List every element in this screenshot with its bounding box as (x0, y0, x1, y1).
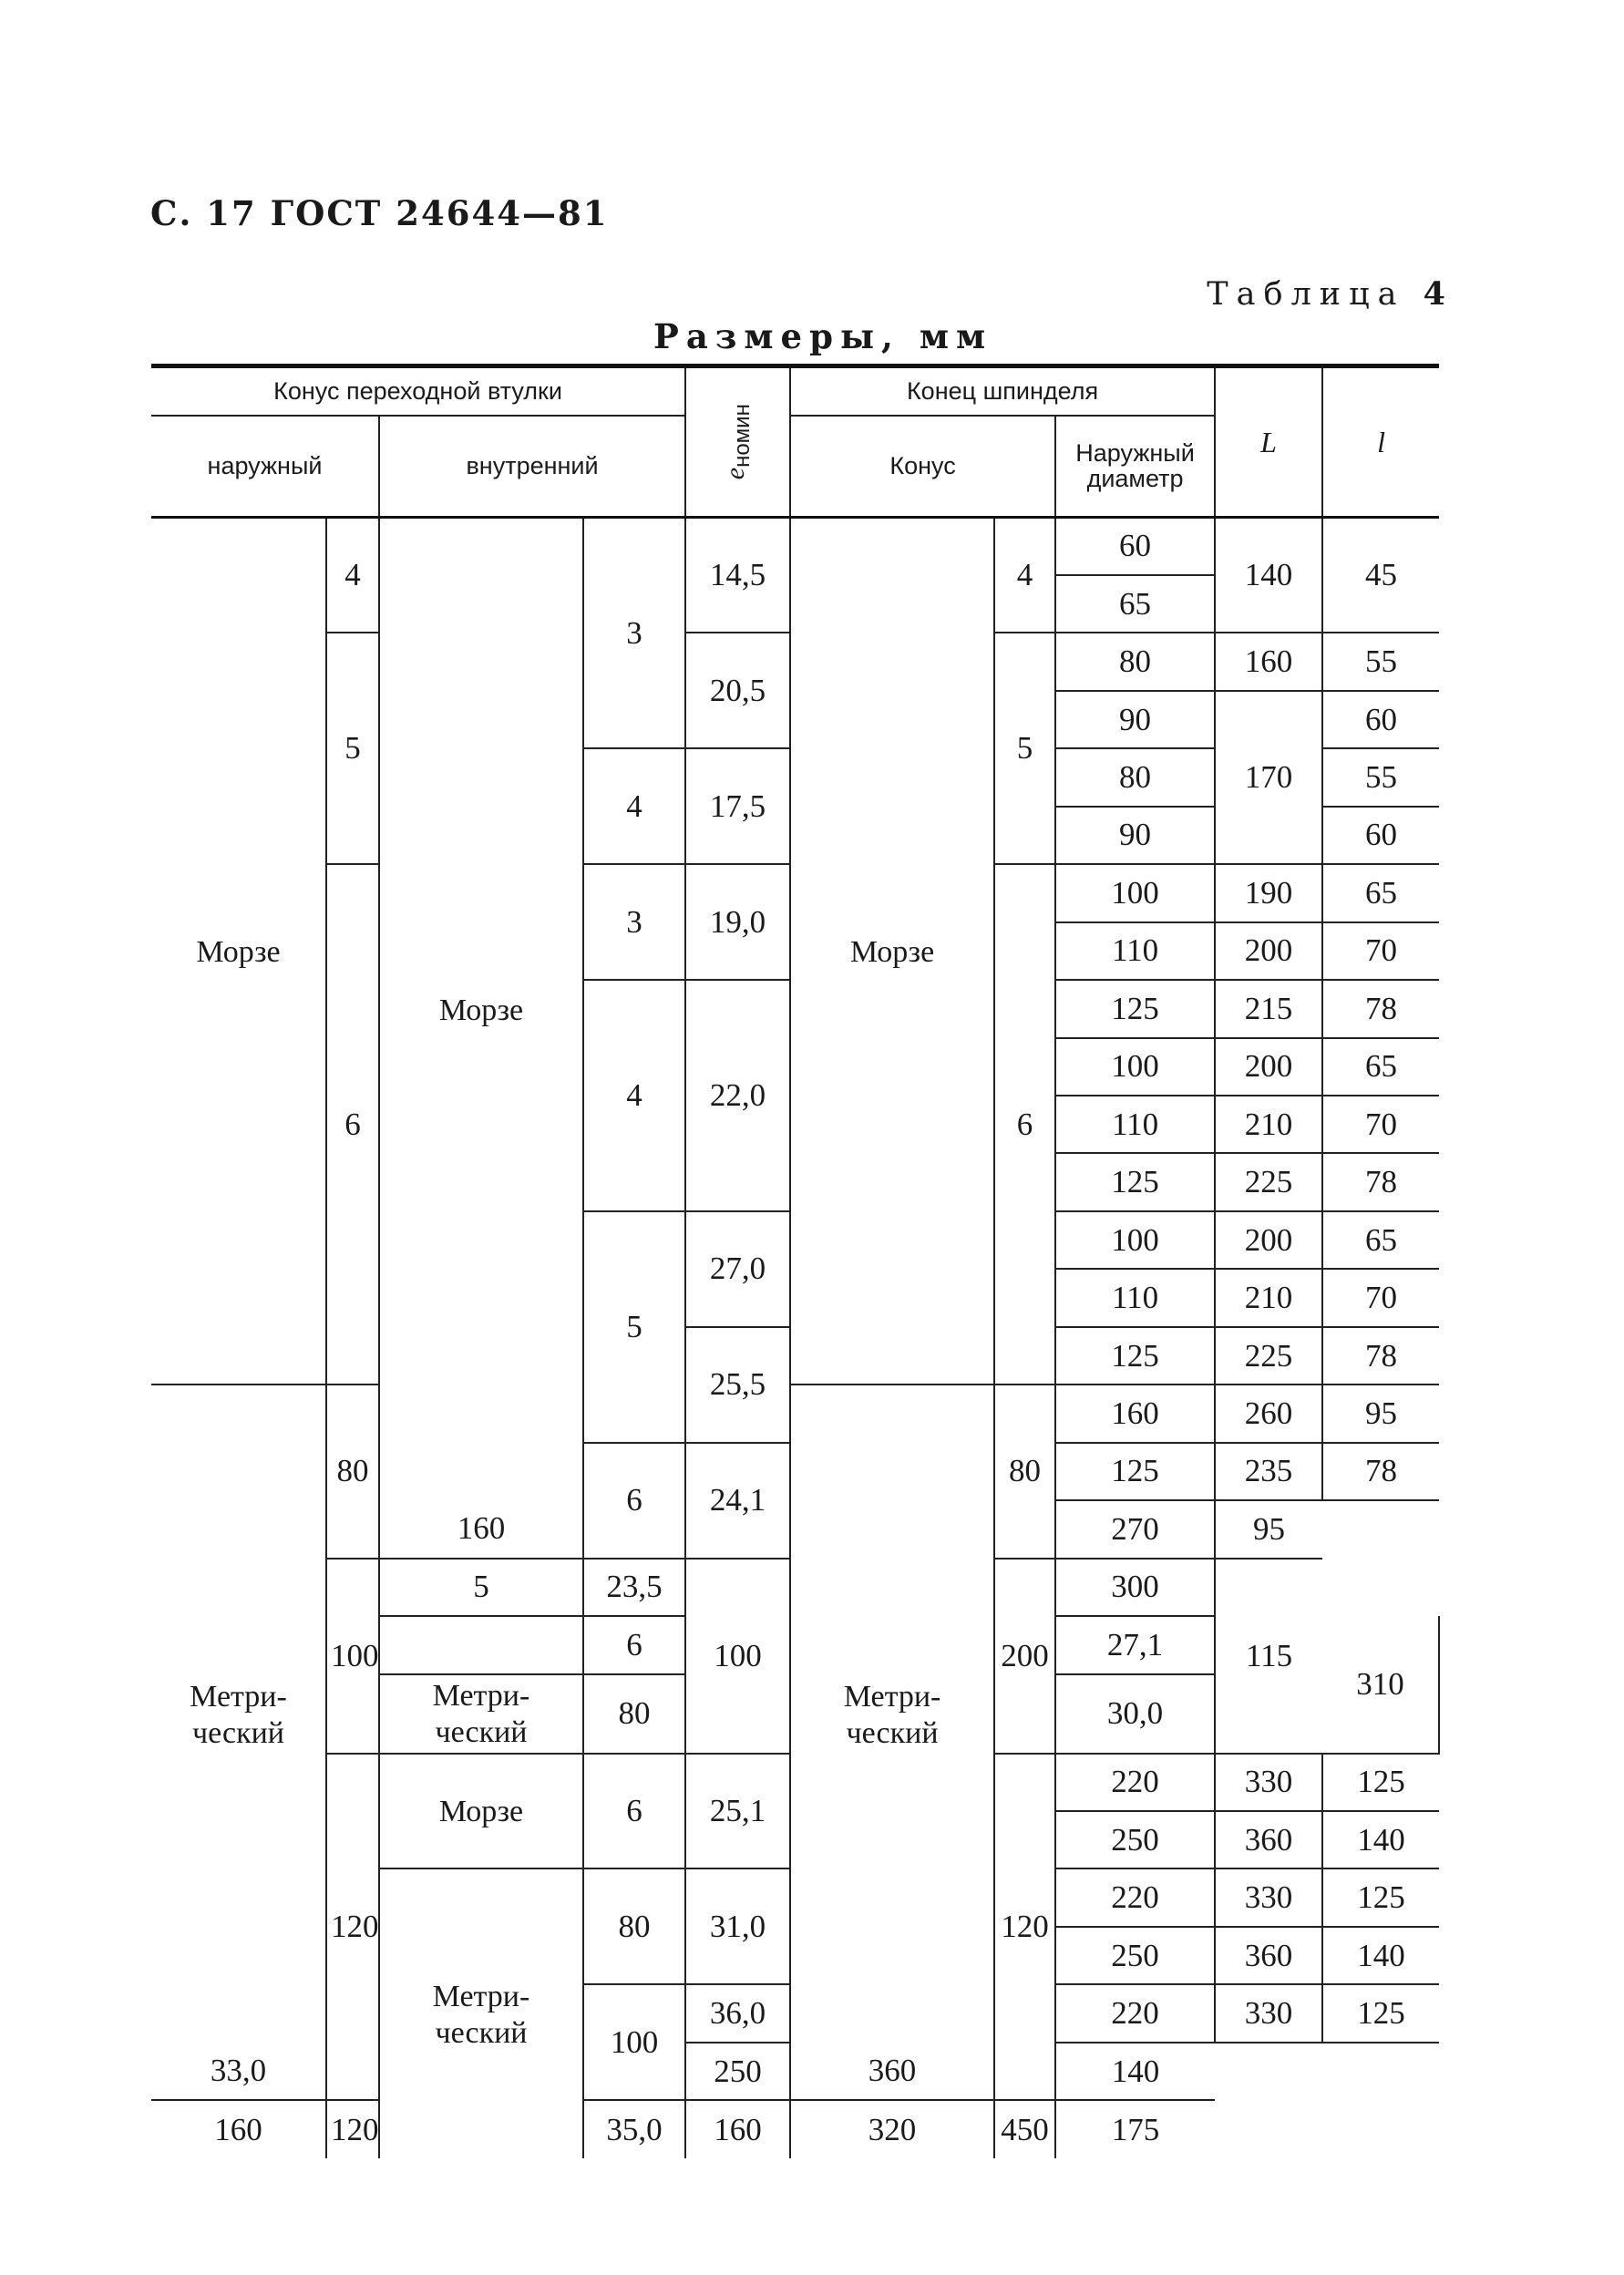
L-value: 360 (1215, 1811, 1322, 1868)
spindle-cone-morse: Морзе (849, 934, 935, 969)
outer-diameter-value: 320 (790, 2100, 994, 2158)
L-value: 360 (1215, 1927, 1322, 1984)
outer-diameter-value: 90 (1055, 691, 1215, 748)
outer-diameter-value: 250 (1055, 1811, 1215, 1868)
e-nominal-value: 31,0 (685, 1868, 790, 1984)
e-nominal-value: 30,0 (1055, 1674, 1215, 1754)
outer-diameter-value: 125 (1055, 1443, 1215, 1500)
outer-diameter-value: 100 (1055, 1038, 1215, 1096)
e-symbol: e (719, 468, 750, 480)
L-value: 170 (1215, 691, 1322, 864)
l-value: 60 (1322, 807, 1439, 864)
L-value: 235 (1215, 1443, 1322, 1500)
outer-cone-metric: Метри- ческий (190, 1679, 287, 1750)
e-nominal-value: 36,0 (685, 1984, 790, 2042)
outer-diameter-value: 250 (1055, 1927, 1215, 1984)
l-value: 95 (1215, 1500, 1322, 1558)
spindle-cone-metric: Метри- ческий (843, 1679, 941, 1750)
outer-diameter-value: 110 (1055, 1269, 1215, 1326)
L-value: 330 (1215, 1754, 1322, 1811)
column-e-nominal (685, 366, 790, 518)
table-label-prefix: Таблица (1207, 276, 1405, 313)
e-nominal-value: 20,5 (685, 633, 790, 748)
inner-size: 3 (583, 864, 685, 980)
L-value: 260 (1215, 1385, 1322, 1442)
e-nominal-value: 35,0 (583, 2100, 685, 2158)
column-cone: Конус (790, 416, 1055, 518)
L-value: 200 (1215, 922, 1322, 980)
l-value: 60 (1322, 691, 1439, 748)
outer-diameter-value: 125 (1055, 980, 1215, 1037)
l-value: 65 (1322, 1038, 1439, 1096)
page-header: С. 17 ГОСТ 24644—81 (150, 193, 609, 233)
inner-size: 4 (583, 980, 685, 1211)
column-outer: наружный (151, 416, 379, 518)
inner-size: 3 (583, 518, 685, 749)
inner-cone-type (379, 518, 583, 1501)
L-value: 270 (1055, 1500, 1215, 1558)
inner-size: 4 (583, 748, 685, 864)
outer-diameter-value: 220 (1055, 1984, 1215, 2042)
outer-size: 5 (326, 633, 379, 864)
spindle-cone-size: 160 (685, 2100, 790, 2158)
outer-diameter-value: 200 (994, 1559, 1055, 1754)
l-symbol: l (1377, 425, 1385, 458)
L-value: 310 (1322, 1616, 1439, 1753)
l-value: 70 (1322, 1096, 1439, 1153)
l-value: 125 (1322, 1984, 1439, 2042)
l-value: 140 (1322, 1811, 1439, 1868)
L-value: 160 (1215, 633, 1322, 690)
e-nominal-value: 25,5 (685, 1327, 790, 1443)
l-value: 70 (1322, 1269, 1439, 1326)
inner-size: 6 (583, 1616, 685, 1673)
inner-size: 5 (583, 1211, 685, 1443)
column-outer-diameter: Наружный диаметр (1055, 416, 1215, 518)
inner-size: 5 (379, 1559, 583, 1616)
outer-cone-type (151, 1385, 326, 2043)
e-subscript: номин (730, 404, 755, 468)
table-title: Размеры, мм (653, 316, 993, 356)
L-value: 210 (1215, 1269, 1322, 1326)
outer-diameter-value: 125 (1055, 1153, 1215, 1210)
inner-cone-metric: Метри- ческий (432, 1679, 530, 1750)
e-nominal-value: 27,1 (1055, 1616, 1215, 1673)
L-value: 215 (1215, 980, 1322, 1037)
L-symbol: L (1260, 425, 1277, 458)
L-value: 225 (1215, 1327, 1322, 1385)
e-nominal-value: 25,1 (685, 1754, 790, 1869)
inner-cone-type (379, 1754, 583, 1869)
e-nominal-value: 19,0 (685, 864, 790, 980)
outer-size: 6 (326, 864, 379, 1385)
outer-size: 120 (326, 1754, 379, 2101)
outer-diameter-value: 110 (1055, 1096, 1215, 1153)
outer-diameter-value: 160 (379, 1500, 583, 1558)
inner-cone-type (379, 1868, 583, 2158)
outer-cone-morse: Морзе (196, 934, 281, 969)
inner-cone-morse: Морзе (438, 1795, 524, 1829)
e-nominal-value: 23,5 (583, 1559, 685, 1616)
spindle-cone-size: 100 (685, 1559, 790, 1754)
l-value: 175 (1111, 2111, 1160, 2147)
e-nominal-value: 17,5 (685, 748, 790, 864)
l-value: 78 (1322, 1153, 1439, 1210)
column-inner: внутренний (379, 416, 685, 518)
outer-diameter-value: 220 (1055, 1868, 1215, 1926)
L-value: 225 (1215, 1153, 1322, 1210)
outer-diameter-value: 125 (1055, 1327, 1215, 1385)
L-value: 190 (1215, 864, 1322, 921)
table-number: 4 (1423, 275, 1445, 313)
outer-diameter-value: 80 (1055, 748, 1215, 806)
l-value: 140 (1322, 1927, 1439, 1984)
inner-size: 80 (583, 1674, 685, 1754)
table-label (1207, 275, 1445, 313)
spindle-cone-size: 6 (994, 864, 1055, 1385)
L-value: 200 (1215, 1211, 1322, 1269)
spindle-cone-size: 4 (994, 518, 1055, 633)
spindle-cone-type (790, 1385, 994, 2043)
column-l (1322, 366, 1439, 518)
spindle-cone-size: 5 (994, 633, 1055, 864)
inner-cone-morse: Морзе (438, 993, 524, 1027)
column-L (1215, 366, 1322, 518)
l-value: 70 (1322, 922, 1439, 980)
dimensions-table (151, 364, 1440, 2158)
outer-size: 4 (326, 518, 379, 633)
e-nominal-value: 33,0 (151, 2043, 326, 2100)
outer-size: 100 (326, 1559, 379, 1754)
spindle-cone-size: 80 (994, 1385, 1055, 1558)
l-value: 78 (1322, 1327, 1439, 1385)
l-value: 65 (1322, 1211, 1439, 1269)
outer-cone-type (151, 518, 326, 1385)
L-value: 200 (1215, 1038, 1322, 1096)
outer-diameter-value: 80 (1055, 633, 1215, 690)
column-group-bushing: Конус переходной втулки (151, 366, 685, 416)
outer-diameter-value: 100 (1055, 864, 1215, 921)
l-value: 125 (1322, 1754, 1439, 1811)
spindle-cone-size: 120 (994, 1754, 1055, 2101)
e-nominal-value: 27,0 (685, 1211, 790, 1327)
e-nominal-value: 22,0 (685, 980, 790, 1211)
e-nominal-value: 24,1 (685, 1443, 790, 1559)
l-value: 55 (1322, 748, 1439, 806)
l-value: 115 (1215, 1559, 1322, 1754)
L-value: 140 (1215, 518, 1322, 633)
outer-diameter-value: 250 (685, 2043, 790, 2100)
outer-diameter-value: 65 (1055, 575, 1215, 633)
l-value: 65 (1322, 864, 1439, 921)
inner-size: 6 (583, 1754, 685, 1869)
l-value: 78 (1322, 1443, 1439, 1500)
l-value: 95 (1322, 1385, 1439, 1442)
column-group-spindle: Конец шпинделя (790, 366, 1215, 416)
L-value: 450 (994, 2100, 1055, 2158)
inner-cone-metric: Метри- ческий (432, 1979, 530, 2050)
outer-diameter-value: 60 (1055, 518, 1215, 575)
L-value: 360 (790, 2043, 994, 2100)
outer-size: 160 (151, 2100, 326, 2158)
l-value: 78 (1322, 980, 1439, 1037)
outer-diameter-value: 160 (1055, 1385, 1215, 1442)
inner-size: 100 (583, 1984, 685, 2100)
l-value: 45 (1322, 518, 1439, 633)
inner-size: 6 (583, 1443, 685, 1559)
spindle-cone-type (790, 518, 994, 1385)
inner-size: 80 (583, 1868, 685, 1984)
inner-cone-type (379, 1616, 583, 1673)
l-value: 55 (1322, 633, 1439, 690)
outer-diameter-value: 100 (1055, 1211, 1215, 1269)
L-value: 210 (1215, 1096, 1322, 1153)
outer-diameter-value: 220 (1055, 1754, 1215, 1811)
outer-size: 80 (326, 1385, 379, 1558)
inner-cone-type (379, 1674, 583, 1754)
e-nominal-value: 14,5 (685, 518, 790, 633)
L-value: 330 (1215, 1984, 1322, 2042)
inner-size: 120 (326, 2100, 379, 2158)
l-value: 140 (1055, 2043, 1215, 2100)
L-value: 300 (1055, 1559, 1215, 1616)
L-value: 330 (1215, 1868, 1322, 1926)
outer-diameter-value: 110 (1055, 922, 1215, 980)
l-value: 125 (1322, 1868, 1439, 1926)
outer-diameter-value: 90 (1055, 807, 1215, 864)
